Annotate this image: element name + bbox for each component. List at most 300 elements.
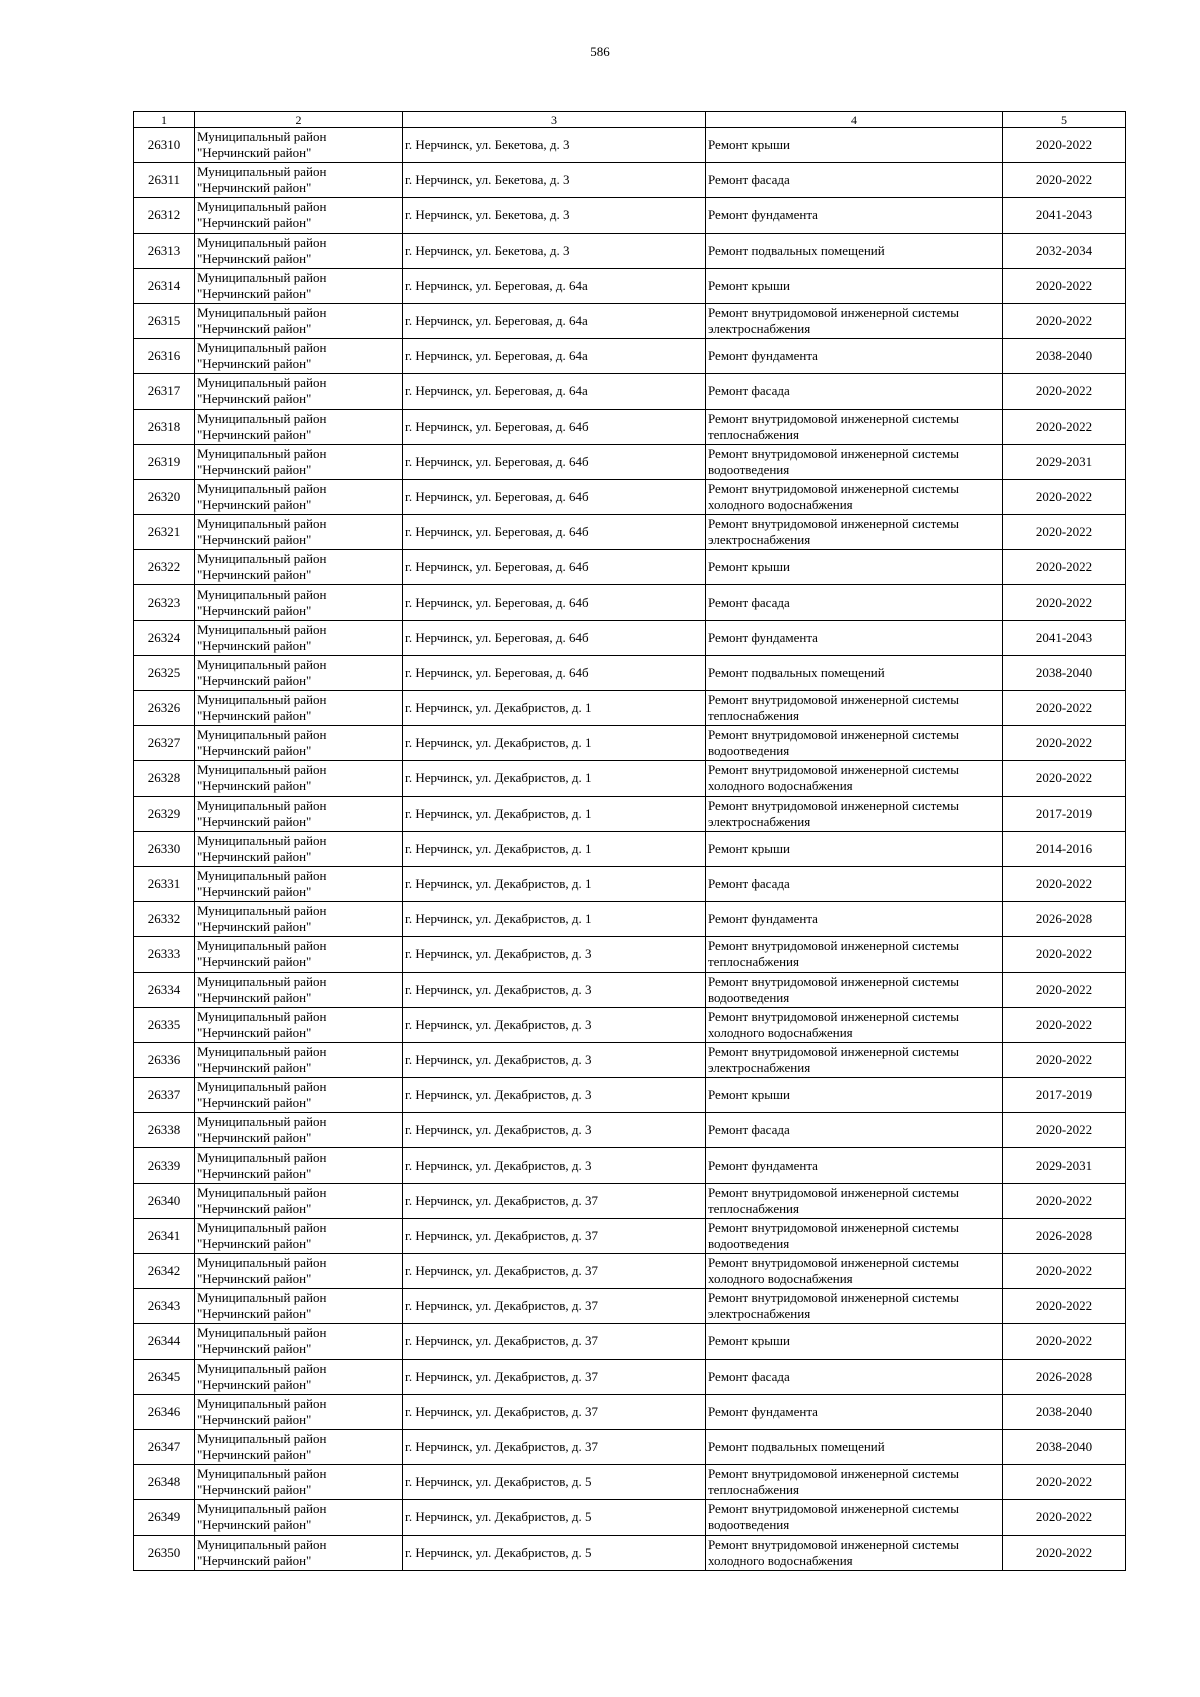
municipality-line-2: "Нерчинский район" bbox=[197, 461, 312, 477]
table-row bbox=[134, 1429, 1126, 1464]
period-cell: 2020-2022 bbox=[1003, 374, 1126, 409]
table-row bbox=[134, 1183, 1126, 1218]
work-type-cell bbox=[706, 972, 1003, 1007]
row-number-cell: 26321 bbox=[134, 515, 195, 550]
work-type-line-1: Ремонт внутридомовой инженерной системы bbox=[708, 410, 959, 426]
work-type-cell bbox=[706, 726, 1003, 761]
municipality-line-2: "Нерчинский район" bbox=[197, 426, 312, 442]
row-number-cell: 26327 bbox=[134, 726, 195, 761]
address-cell: г. Нерчинск, ул. Береговая, д. 64б bbox=[403, 550, 706, 585]
address-cell: г. Нерчинск, ул. Декабристов, д. 1 bbox=[403, 691, 706, 726]
municipality-line-1: Муниципальный район bbox=[197, 551, 327, 567]
table-body bbox=[134, 128, 1126, 1571]
period-cell: 2020-2022 bbox=[1003, 761, 1126, 796]
work-type-line-2: теплоснабжения bbox=[708, 708, 799, 724]
work-type-line-1: Ремонт крыши bbox=[708, 277, 790, 293]
period-cell: 2020-2022 bbox=[1003, 1324, 1126, 1359]
row-number-cell: 26346 bbox=[134, 1394, 195, 1429]
municipality-line-2: "Нерчинский район" bbox=[197, 1165, 312, 1181]
period-cell: 2038-2040 bbox=[1003, 1394, 1126, 1429]
work-type-cell bbox=[706, 691, 1003, 726]
work-type-line-1: Ремонт подвальных помещений bbox=[708, 664, 885, 680]
municipality-line-2: "Нерчинский район" bbox=[197, 532, 312, 548]
row-number-cell: 26330 bbox=[134, 831, 195, 866]
address-cell: г. Нерчинск, ул. Декабристов, д. 5 bbox=[403, 1500, 706, 1535]
municipality-cell bbox=[195, 1183, 403, 1218]
row-number-cell: 26334 bbox=[134, 972, 195, 1007]
municipality-line-2: "Нерчинский район" bbox=[197, 1271, 312, 1287]
address-cell: г. Нерчинск, ул. Береговая, д. 64б bbox=[403, 444, 706, 479]
municipality-cell bbox=[195, 1254, 403, 1289]
municipality-cell bbox=[195, 1078, 403, 1113]
column-header-2: 2 bbox=[195, 112, 403, 128]
work-type-line-2: электроснабжения bbox=[708, 813, 811, 829]
row-number-cell: 26347 bbox=[134, 1429, 195, 1464]
municipality-line-1: Муниципальный район bbox=[197, 903, 327, 919]
table-row bbox=[134, 233, 1126, 268]
work-type-cell bbox=[706, 1218, 1003, 1253]
work-type-cell bbox=[706, 163, 1003, 198]
address-cell: г. Нерчинск, ул. Декабристов, д. 3 bbox=[403, 937, 706, 972]
municipality-cell bbox=[195, 233, 403, 268]
table-row bbox=[134, 409, 1126, 444]
municipality-cell bbox=[195, 1359, 403, 1394]
table-row bbox=[134, 339, 1126, 374]
municipality-line-2: "Нерчинский район" bbox=[197, 356, 312, 372]
municipality-cell bbox=[195, 268, 403, 303]
row-number-cell: 26329 bbox=[134, 796, 195, 831]
work-type-line-2: водоотведения bbox=[708, 1235, 790, 1251]
work-type-line-2: теплоснабжения bbox=[708, 1200, 799, 1216]
municipality-cell bbox=[195, 1535, 403, 1570]
municipality-line-2: "Нерчинский район" bbox=[197, 1447, 312, 1463]
municipality-line-1: Муниципальный район bbox=[197, 129, 327, 145]
municipality-line-1: Муниципальный район bbox=[197, 621, 327, 637]
work-type-cell bbox=[706, 1324, 1003, 1359]
address-cell: г. Нерчинск, ул. Декабристов, д. 37 bbox=[403, 1289, 706, 1324]
period-cell: 2026-2028 bbox=[1003, 1359, 1126, 1394]
work-type-line-1: Ремонт фасада bbox=[708, 172, 790, 188]
table-row bbox=[134, 1324, 1126, 1359]
address-cell: г. Нерчинск, ул. Декабристов, д. 1 bbox=[403, 761, 706, 796]
work-type-cell bbox=[706, 866, 1003, 901]
period-cell: 2020-2022 bbox=[1003, 866, 1126, 901]
work-type-cell bbox=[706, 444, 1003, 479]
period-cell: 2020-2022 bbox=[1003, 550, 1126, 585]
period-cell: 2026-2028 bbox=[1003, 1218, 1126, 1253]
row-number-cell: 26336 bbox=[134, 1042, 195, 1077]
table-row bbox=[134, 972, 1126, 1007]
work-type-cell bbox=[706, 620, 1003, 655]
municipality-line-1: Муниципальный район bbox=[197, 480, 327, 496]
work-type-line-2: водоотведения bbox=[708, 989, 790, 1005]
table-row bbox=[134, 444, 1126, 479]
period-cell: 2020-2022 bbox=[1003, 585, 1126, 620]
municipality-line-2: "Нерчинский район" bbox=[197, 1200, 312, 1216]
municipality-line-2: "Нерчинский район" bbox=[197, 1341, 312, 1357]
period-cell: 2020-2022 bbox=[1003, 1042, 1126, 1077]
period-cell: 2020-2022 bbox=[1003, 163, 1126, 198]
municipality-line-1: Муниципальный район bbox=[197, 692, 327, 708]
table-row bbox=[134, 1289, 1126, 1324]
municipality-line-1: Муниципальный район bbox=[197, 1219, 327, 1235]
table-row bbox=[134, 1218, 1126, 1253]
period-cell: 2038-2040 bbox=[1003, 1429, 1126, 1464]
work-type-cell bbox=[706, 1078, 1003, 1113]
work-type-line-1: Ремонт внутридомовой инженерной системы bbox=[708, 938, 959, 954]
municipality-line-1: Муниципальный район bbox=[197, 1008, 327, 1024]
work-type-line-1: Ремонт фасада bbox=[708, 1122, 790, 1138]
municipality-line-1: Муниципальный район bbox=[197, 1255, 327, 1271]
period-cell: 2041-2043 bbox=[1003, 198, 1126, 233]
work-type-cell bbox=[706, 655, 1003, 690]
table-row bbox=[134, 550, 1126, 585]
row-number-cell: 26341 bbox=[134, 1218, 195, 1253]
municipality-line-1: Муниципальный район bbox=[197, 199, 327, 215]
work-type-cell bbox=[706, 550, 1003, 585]
work-type-line-2: холодного водоснабжения bbox=[708, 1024, 853, 1040]
municipality-line-2: "Нерчинский район" bbox=[197, 180, 312, 196]
municipality-line-1: Муниципальный район bbox=[197, 1466, 327, 1482]
period-cell: 2032-2034 bbox=[1003, 233, 1126, 268]
table-row bbox=[134, 1465, 1126, 1500]
municipality-cell bbox=[195, 972, 403, 1007]
municipality-line-1: Муниципальный район bbox=[197, 868, 327, 884]
municipality-line-2: "Нерчинский район" bbox=[197, 778, 312, 794]
works-table bbox=[133, 111, 1126, 1571]
municipality-line-1: Муниципальный район bbox=[197, 762, 327, 778]
table-row bbox=[134, 1007, 1126, 1042]
municipality-line-2: "Нерчинский район" bbox=[197, 1376, 312, 1392]
row-number-cell: 26312 bbox=[134, 198, 195, 233]
row-number-cell: 26310 bbox=[134, 128, 195, 163]
table-row bbox=[134, 620, 1126, 655]
municipality-cell bbox=[195, 374, 403, 409]
table-row bbox=[134, 1042, 1126, 1077]
municipality-line-2: "Нерчинский район" bbox=[197, 1095, 312, 1111]
municipality-line-2: "Нерчинский район" bbox=[197, 919, 312, 935]
municipality-line-2: "Нерчинский район" bbox=[197, 145, 312, 161]
table-row bbox=[134, 585, 1126, 620]
period-cell: 2020-2022 bbox=[1003, 1183, 1126, 1218]
work-type-line-1: Ремонт внутридомовой инженерной системы bbox=[708, 516, 959, 532]
address-cell: г. Нерчинск, ул. Декабристов, д. 37 bbox=[403, 1429, 706, 1464]
municipality-cell bbox=[195, 1218, 403, 1253]
table-row bbox=[134, 1078, 1126, 1113]
table-row bbox=[134, 163, 1126, 198]
table-row bbox=[134, 198, 1126, 233]
period-cell: 2020-2022 bbox=[1003, 972, 1126, 1007]
municipality-cell bbox=[195, 198, 403, 233]
municipality-cell bbox=[195, 1394, 403, 1429]
address-cell: г. Нерчинск, ул. Декабристов, д. 3 bbox=[403, 1078, 706, 1113]
row-number-cell: 26311 bbox=[134, 163, 195, 198]
table-row bbox=[134, 726, 1126, 761]
work-type-line-1: Ремонт фундамента bbox=[708, 1157, 818, 1173]
work-type-cell bbox=[706, 374, 1003, 409]
municipality-line-1: Муниципальный район bbox=[197, 938, 327, 954]
period-cell: 2020-2022 bbox=[1003, 515, 1126, 550]
work-type-line-1: Ремонт внутридомовой инженерной системы bbox=[708, 480, 959, 496]
work-type-line-1: Ремонт внутридомовой инженерной системы bbox=[708, 727, 959, 743]
municipality-line-1: Муниципальный район bbox=[197, 586, 327, 602]
work-type-cell bbox=[706, 233, 1003, 268]
row-number-cell: 26318 bbox=[134, 409, 195, 444]
municipality-cell bbox=[195, 1042, 403, 1077]
municipality-line-2: "Нерчинский район" bbox=[197, 1482, 312, 1498]
work-type-line-1: Ремонт фундамента bbox=[708, 207, 818, 223]
work-type-line-1: Ремонт фасада bbox=[708, 383, 790, 399]
municipality-cell bbox=[195, 1148, 403, 1183]
municipality-line-2: "Нерчинский район" bbox=[197, 1552, 312, 1568]
row-number-cell: 26326 bbox=[134, 691, 195, 726]
period-cell: 2020-2022 bbox=[1003, 303, 1126, 338]
work-type-cell bbox=[706, 1007, 1003, 1042]
work-type-cell bbox=[706, 1289, 1003, 1324]
period-cell: 2020-2022 bbox=[1003, 691, 1126, 726]
municipality-line-1: Муниципальный район bbox=[197, 656, 327, 672]
work-type-cell bbox=[706, 479, 1003, 514]
period-cell: 2020-2022 bbox=[1003, 409, 1126, 444]
table-row bbox=[134, 902, 1126, 937]
municipality-line-2: "Нерчинский район" bbox=[197, 285, 312, 301]
municipality-cell bbox=[195, 937, 403, 972]
municipality-line-1: Муниципальный район bbox=[197, 234, 327, 250]
municipality-line-2: "Нерчинский район" bbox=[197, 1024, 312, 1040]
work-type-line-1: Ремонт фундамента bbox=[708, 911, 818, 927]
municipality-cell bbox=[195, 796, 403, 831]
work-type-line-2: электроснабжения bbox=[708, 532, 811, 548]
work-type-line-1: Ремонт крыши bbox=[708, 1087, 790, 1103]
work-type-line-1: Ремонт внутридомовой инженерной системы bbox=[708, 762, 959, 778]
municipality-line-1: Муниципальный район bbox=[197, 1431, 327, 1447]
table-row bbox=[134, 1535, 1126, 1570]
municipality-line-2: "Нерчинский район" bbox=[197, 321, 312, 337]
column-header-3: 3 bbox=[403, 112, 706, 128]
row-number-cell: 26331 bbox=[134, 866, 195, 901]
address-cell: г. Нерчинск, ул. Береговая, д. 64б bbox=[403, 515, 706, 550]
municipality-line-2: "Нерчинский район" bbox=[197, 602, 312, 618]
period-cell: 2020-2022 bbox=[1003, 1535, 1126, 1570]
municipality-cell bbox=[195, 620, 403, 655]
table-row bbox=[134, 1359, 1126, 1394]
work-type-cell bbox=[706, 831, 1003, 866]
row-number-cell: 26342 bbox=[134, 1254, 195, 1289]
municipality-line-1: Муниципальный район bbox=[197, 727, 327, 743]
municipality-cell bbox=[195, 866, 403, 901]
table-row bbox=[134, 831, 1126, 866]
address-cell: г. Нерчинск, ул. Декабристов, д. 3 bbox=[403, 1113, 706, 1148]
table-row bbox=[134, 128, 1126, 163]
municipality-line-1: Муниципальный район bbox=[197, 164, 327, 180]
address-cell: г. Нерчинск, ул. Декабристов, д. 37 bbox=[403, 1394, 706, 1429]
address-cell: г. Нерчинск, ул. Береговая, д. 64а bbox=[403, 303, 706, 338]
work-type-cell bbox=[706, 937, 1003, 972]
work-type-line-1: Ремонт крыши bbox=[708, 137, 790, 153]
municipality-line-1: Муниципальный район bbox=[197, 445, 327, 461]
work-type-line-1: Ремонт внутридомовой инженерной системы bbox=[708, 1536, 959, 1552]
address-cell: г. Нерчинск, ул. Береговая, д. 64а bbox=[403, 374, 706, 409]
work-type-cell bbox=[706, 409, 1003, 444]
municipality-cell bbox=[195, 1289, 403, 1324]
row-number-cell: 26324 bbox=[134, 620, 195, 655]
work-type-cell bbox=[706, 128, 1003, 163]
work-type-line-1: Ремонт фасада bbox=[708, 1368, 790, 1384]
address-cell: г. Нерчинск, ул. Декабристов, д. 5 bbox=[403, 1535, 706, 1570]
row-number-cell: 26315 bbox=[134, 303, 195, 338]
municipality-line-2: "Нерчинский район" bbox=[197, 496, 312, 512]
row-number-cell: 26317 bbox=[134, 374, 195, 409]
work-type-line-2: водоотведения bbox=[708, 743, 790, 759]
municipality-line-1: Муниципальный район bbox=[197, 1043, 327, 1059]
address-cell: г. Нерчинск, ул. Декабристов, д. 3 bbox=[403, 1007, 706, 1042]
table-row bbox=[134, 1500, 1126, 1535]
work-type-line-1: Ремонт внутридомовой инженерной системы bbox=[708, 1219, 959, 1235]
row-number-cell: 26320 bbox=[134, 479, 195, 514]
work-type-cell bbox=[706, 1500, 1003, 1535]
work-type-line-1: Ремонт фундамента bbox=[708, 1403, 818, 1419]
municipality-cell bbox=[195, 831, 403, 866]
municipality-line-1: Муниципальный район bbox=[197, 1149, 327, 1165]
work-type-cell bbox=[706, 1042, 1003, 1077]
period-cell: 2014-2016 bbox=[1003, 831, 1126, 866]
work-type-line-1: Ремонт внутридомовой инженерной системы bbox=[708, 973, 959, 989]
period-cell: 2029-2031 bbox=[1003, 1148, 1126, 1183]
table-row bbox=[134, 1148, 1126, 1183]
address-cell: г. Нерчинск, ул. Береговая, д. 64а bbox=[403, 268, 706, 303]
period-cell: 2020-2022 bbox=[1003, 1465, 1126, 1500]
work-type-cell bbox=[706, 1148, 1003, 1183]
address-cell: г. Нерчинск, ул. Декабристов, д. 1 bbox=[403, 796, 706, 831]
work-type-line-2: теплоснабжения bbox=[708, 1482, 799, 1498]
work-type-cell bbox=[706, 1394, 1003, 1429]
municipality-line-1: Муниципальный район bbox=[197, 1114, 327, 1130]
work-type-line-1: Ремонт крыши bbox=[708, 1333, 790, 1349]
address-cell: г. Нерчинск, ул. Береговая, д. 64б bbox=[403, 620, 706, 655]
table-row bbox=[134, 796, 1126, 831]
address-cell: г. Нерчинск, ул. Декабристов, д. 5 bbox=[403, 1465, 706, 1500]
work-type-cell bbox=[706, 303, 1003, 338]
work-type-line-1: Ремонт фасада bbox=[708, 876, 790, 892]
municipality-line-1: Муниципальный район bbox=[197, 1536, 327, 1552]
municipality-cell bbox=[195, 1113, 403, 1148]
work-type-line-1: Ремонт внутридомовой инженерной системы bbox=[708, 1184, 959, 1200]
work-type-line-1: Ремонт внутридомовой инженерной системы bbox=[708, 797, 959, 813]
page-number: 586 bbox=[590, 44, 610, 59]
work-type-line-2: теплоснабжения bbox=[708, 426, 799, 442]
address-cell: г. Нерчинск, ул. Декабристов, д. 1 bbox=[403, 726, 706, 761]
address-cell: г. Нерчинск, ул. Декабристов, д. 3 bbox=[403, 1148, 706, 1183]
municipality-line-1: Муниципальный район bbox=[197, 797, 327, 813]
period-cell: 2020-2022 bbox=[1003, 1254, 1126, 1289]
address-cell: г. Нерчинск, ул. Бекетова, д. 3 bbox=[403, 163, 706, 198]
period-cell: 2020-2022 bbox=[1003, 1007, 1126, 1042]
table-row bbox=[134, 374, 1126, 409]
municipality-line-2: "Нерчинский район" bbox=[197, 954, 312, 970]
address-cell: г. Нерчинск, ул. Декабристов, д. 1 bbox=[403, 866, 706, 901]
address-cell: г. Нерчинск, ул. Декабристов, д. 1 bbox=[403, 831, 706, 866]
address-cell: г. Нерчинск, ул. Береговая, д. 64б bbox=[403, 585, 706, 620]
municipality-cell bbox=[195, 339, 403, 374]
table-row bbox=[134, 515, 1126, 550]
work-type-cell bbox=[706, 515, 1003, 550]
row-number-cell: 26313 bbox=[134, 233, 195, 268]
row-number-cell: 26338 bbox=[134, 1113, 195, 1148]
row-number-cell: 26343 bbox=[134, 1289, 195, 1324]
row-number-cell: 26349 bbox=[134, 1500, 195, 1535]
municipality-line-2: "Нерчинский район" bbox=[197, 743, 312, 759]
period-cell: 2017-2019 bbox=[1003, 1078, 1126, 1113]
work-type-line-1: Ремонт внутридомовой инженерной системы bbox=[708, 1008, 959, 1024]
column-header-4: 4 bbox=[706, 112, 1003, 128]
municipality-line-2: "Нерчинский район" bbox=[197, 708, 312, 724]
work-type-cell bbox=[706, 1113, 1003, 1148]
municipality-line-2: "Нерчинский район" bbox=[197, 1130, 312, 1146]
period-cell: 2020-2022 bbox=[1003, 726, 1126, 761]
work-type-cell bbox=[706, 1535, 1003, 1570]
municipality-line-2: "Нерчинский район" bbox=[197, 567, 312, 583]
municipality-line-1: Муниципальный район bbox=[197, 973, 327, 989]
municipality-line-2: "Нерчинский район" bbox=[197, 813, 312, 829]
row-number-cell: 26328 bbox=[134, 761, 195, 796]
address-cell: г. Нерчинск, ул. Бекетова, д. 3 bbox=[403, 233, 706, 268]
municipality-line-1: Муниципальный район bbox=[197, 305, 327, 321]
column-header-1: 1 bbox=[134, 112, 195, 128]
work-type-line-1: Ремонт крыши bbox=[708, 559, 790, 575]
row-number-cell: 26332 bbox=[134, 902, 195, 937]
work-type-cell bbox=[706, 796, 1003, 831]
row-number-cell: 26323 bbox=[134, 585, 195, 620]
work-type-line-2: теплоснабжения bbox=[708, 954, 799, 970]
address-cell: г. Нерчинск, ул. Декабристов, д. 37 bbox=[403, 1359, 706, 1394]
table-row bbox=[134, 866, 1126, 901]
address-cell: г. Нерчинск, ул. Береговая, д. 64а bbox=[403, 339, 706, 374]
municipality-line-1: Муниципальный район bbox=[197, 340, 327, 356]
work-type-cell bbox=[706, 1359, 1003, 1394]
table-row bbox=[134, 1394, 1126, 1429]
row-number-cell: 26335 bbox=[134, 1007, 195, 1042]
work-type-line-1: Ремонт фундамента bbox=[708, 629, 818, 645]
work-type-cell bbox=[706, 268, 1003, 303]
work-type-line-1: Ремонт внутридомовой инженерной системы bbox=[708, 1043, 959, 1059]
municipality-cell bbox=[195, 1465, 403, 1500]
work-type-cell bbox=[706, 339, 1003, 374]
address-cell: г. Нерчинск, ул. Декабристов, д. 37 bbox=[403, 1183, 706, 1218]
period-cell: 2026-2028 bbox=[1003, 902, 1126, 937]
row-number-cell: 26319 bbox=[134, 444, 195, 479]
period-cell: 2020-2022 bbox=[1003, 1500, 1126, 1535]
municipality-line-2: "Нерчинский район" bbox=[197, 989, 312, 1005]
address-cell: г. Нерчинск, ул. Декабристов, д. 3 bbox=[403, 972, 706, 1007]
work-type-line-2: водоотведения bbox=[708, 1517, 790, 1533]
municipality-line-2: "Нерчинский район" bbox=[197, 848, 312, 864]
work-type-line-2: электроснабжения bbox=[708, 1306, 811, 1322]
table-row bbox=[134, 268, 1126, 303]
work-type-line-1: Ремонт подвальных помещений bbox=[708, 1439, 885, 1455]
municipality-line-2: "Нерчинский район" bbox=[197, 884, 312, 900]
column-header-5: 5 bbox=[1003, 112, 1126, 128]
municipality-line-1: Муниципальный район bbox=[197, 516, 327, 532]
period-cell: 2038-2040 bbox=[1003, 339, 1126, 374]
municipality-cell bbox=[195, 691, 403, 726]
municipality-cell bbox=[195, 655, 403, 690]
municipality-cell bbox=[195, 303, 403, 338]
work-type-line-1: Ремонт внутридомовой инженерной системы bbox=[708, 1466, 959, 1482]
row-number-cell: 26340 bbox=[134, 1183, 195, 1218]
municipality-line-2: "Нерчинский район" bbox=[197, 215, 312, 231]
row-number-cell: 26339 bbox=[134, 1148, 195, 1183]
address-cell: г. Нерчинск, ул. Декабристов, д. 1 bbox=[403, 902, 706, 937]
